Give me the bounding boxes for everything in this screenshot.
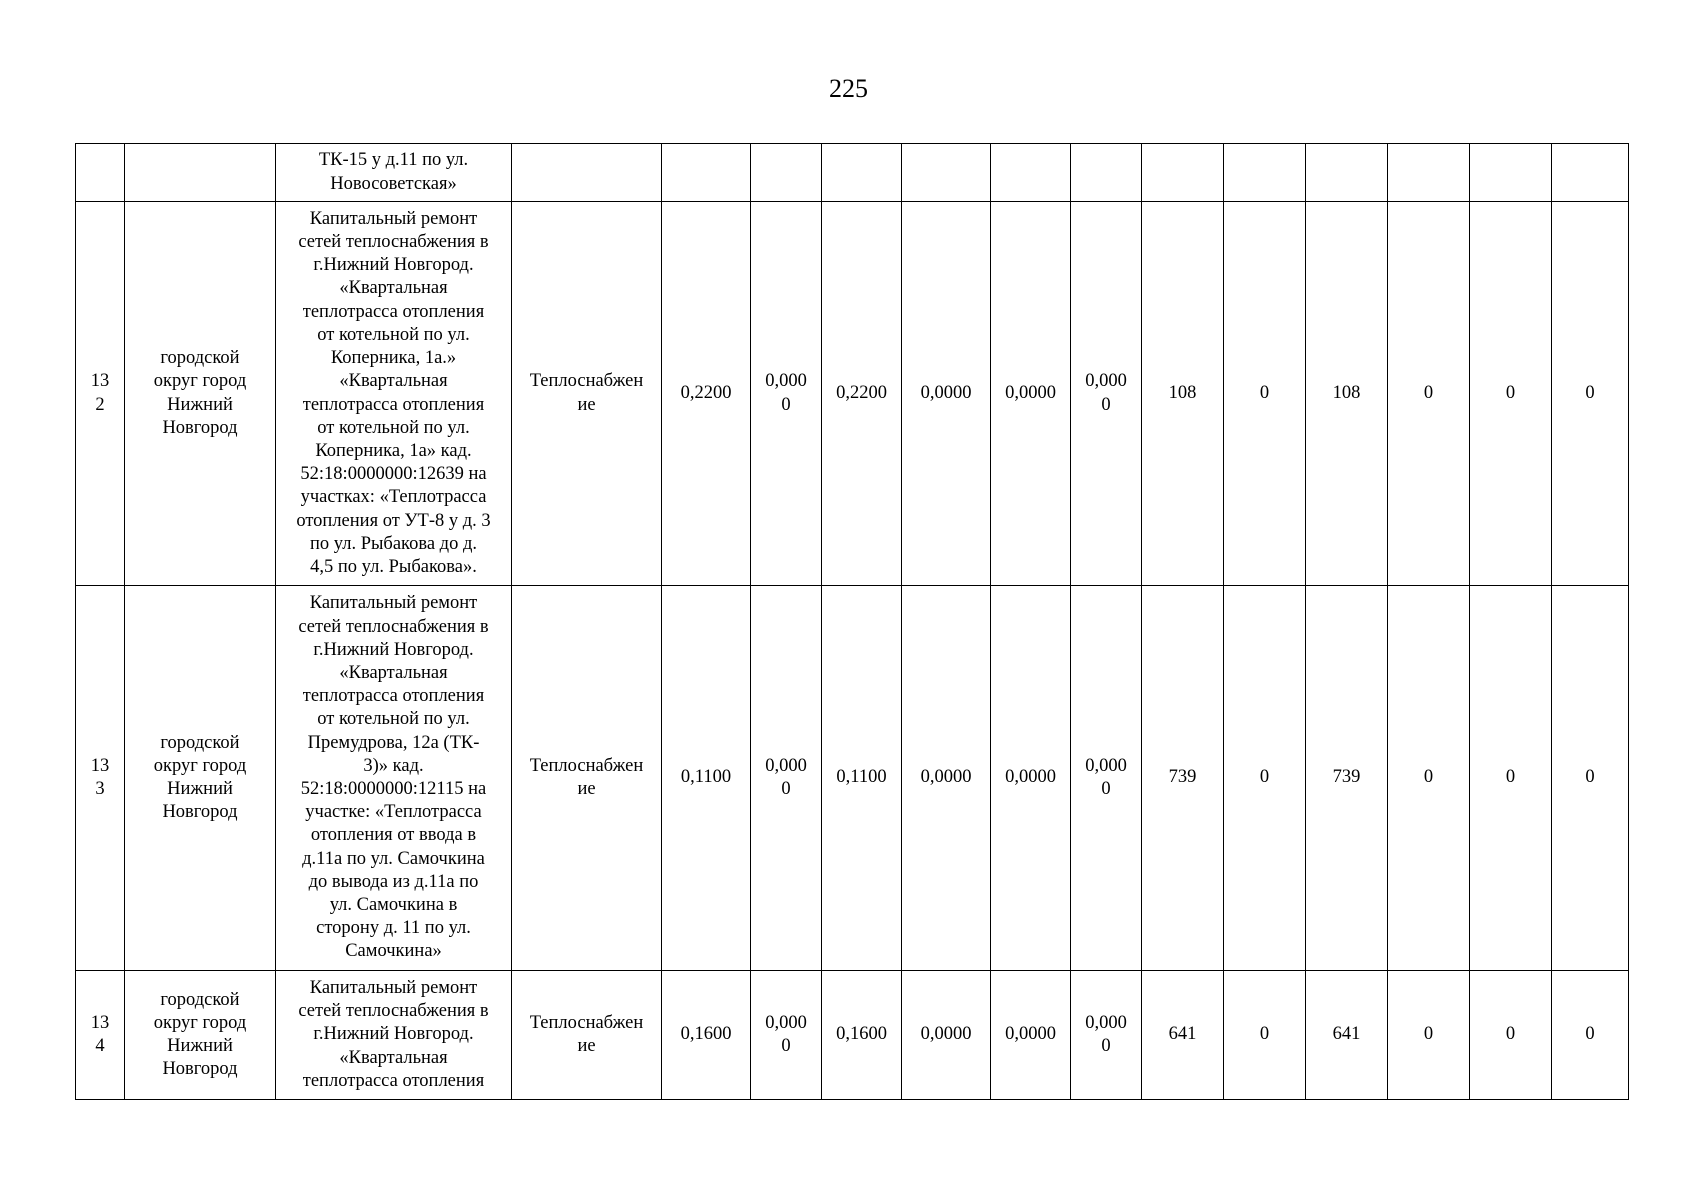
cell-v1: 0,1100 xyxy=(662,586,751,971)
cell-v12: 0 xyxy=(1552,586,1629,971)
cell-v9: 108 xyxy=(1306,202,1388,586)
cell-v3: 0,1100 xyxy=(822,586,902,971)
cell-v5: 0,0000 xyxy=(991,202,1071,586)
cell-description: ТК-15 у д.11 по ул. Новосоветская» xyxy=(276,144,512,202)
data-table xyxy=(75,143,1629,1100)
cell-type xyxy=(512,144,662,202)
cell-v10: 0 xyxy=(1388,971,1470,1100)
cell-v2: 0,000 0 xyxy=(751,586,822,971)
cell-v5 xyxy=(991,144,1071,202)
table-row-continuation xyxy=(76,144,1629,202)
cell-description: Капитальный ремонт сетей теплоснабжения в г.Нижний Новгород. «Квартальная теплотрасса отопления xyxy=(276,971,512,1100)
cell-type: Теплоснабжен ие xyxy=(512,586,662,971)
cell-v10: 0 xyxy=(1388,586,1470,971)
cell-v2 xyxy=(751,144,822,202)
cell-v9 xyxy=(1306,144,1388,202)
cell-v7 xyxy=(1142,144,1224,202)
cell-num: 13 4 xyxy=(76,971,125,1100)
cell-municipality xyxy=(125,144,276,202)
table-row xyxy=(76,586,1629,971)
cell-v4: 0,0000 xyxy=(902,971,991,1100)
cell-v10 xyxy=(1388,144,1470,202)
cell-v11 xyxy=(1470,144,1552,202)
cell-description: Капитальный ремонт сетей теплоснабжения в г.Нижний Новгород. «Квартальная теплотрасса отопления от котельной по ул. Коперника, 1а.» «Квартальная теплотрасса отопления от котельной по ул. Коперника, 1а» кад. 52:18:0000000:12639 на участках: «Теплотрасса отопления от УТ-8 у д. 3 по ул. Рыбакова до д. 4,5 по ул. Рыбакова». xyxy=(276,202,512,586)
cell-num: 13 3 xyxy=(76,586,125,971)
cell-v7: 641 xyxy=(1142,971,1224,1100)
cell-v1: 0,2200 xyxy=(662,202,751,586)
cell-v1: 0,1600 xyxy=(662,971,751,1100)
page-number: 225 xyxy=(829,74,868,103)
cell-v4: 0,0000 xyxy=(902,202,991,586)
cell-v3: 0,1600 xyxy=(822,971,902,1100)
cell-v7: 739 xyxy=(1142,586,1224,971)
cell-v8 xyxy=(1224,144,1306,202)
cell-v6: 0,000 0 xyxy=(1071,971,1142,1100)
cell-v2: 0,000 0 xyxy=(751,971,822,1100)
cell-v3 xyxy=(822,144,902,202)
cell-v6 xyxy=(1071,144,1142,202)
cell-v11: 0 xyxy=(1470,586,1552,971)
cell-municipality: городской округ город Нижний Новгород xyxy=(125,202,276,586)
cell-v4: 0,0000 xyxy=(902,586,991,971)
cell-v12: 0 xyxy=(1552,202,1629,586)
cell-v1 xyxy=(662,144,751,202)
table-row xyxy=(76,971,1629,1100)
cell-v12: 0 xyxy=(1552,971,1629,1100)
cell-v5: 0,0000 xyxy=(991,971,1071,1100)
cell-v7: 108 xyxy=(1142,202,1224,586)
cell-v8: 0 xyxy=(1224,971,1306,1100)
cell-v11: 0 xyxy=(1470,971,1552,1100)
cell-v5: 0,0000 xyxy=(991,586,1071,971)
cell-num: 13 2 xyxy=(76,202,125,586)
cell-v3: 0,2200 xyxy=(822,202,902,586)
cell-v4 xyxy=(902,144,991,202)
cell-v2: 0,000 0 xyxy=(751,202,822,586)
table-row xyxy=(76,202,1629,586)
cell-v12 xyxy=(1552,144,1629,202)
cell-municipality: городской округ город Нижний Новгород xyxy=(125,586,276,971)
cell-description: Капитальный ремонт сетей теплоснабжения в г.Нижний Новгород. «Квартальная теплотрасса отопления от котельной по ул. Премудрова, 12а (ТК- 3)» кад. 52:18:0000000:12115 на участке: «Теплотрасса отопления от ввода в д.11а по ул. Самочкина до вывода из д.11а по ул. Самочкина в сторону д. 11 по ул. Самочкина» xyxy=(276,586,512,971)
cell-v6: 0,000 0 xyxy=(1071,586,1142,971)
cell-v10: 0 xyxy=(1388,202,1470,586)
cell-v9: 641 xyxy=(1306,971,1388,1100)
cell-municipality: городской округ город Нижний Новгород xyxy=(125,971,276,1100)
cell-v9: 739 xyxy=(1306,586,1388,971)
cell-type: Теплоснабжен ие xyxy=(512,202,662,586)
cell-v8: 0 xyxy=(1224,586,1306,971)
cell-num xyxy=(76,144,125,202)
cell-v8: 0 xyxy=(1224,202,1306,586)
cell-v6: 0,000 0 xyxy=(1071,202,1142,586)
cell-v11: 0 xyxy=(1470,202,1552,586)
cell-type: Теплоснабжен ие xyxy=(512,971,662,1100)
